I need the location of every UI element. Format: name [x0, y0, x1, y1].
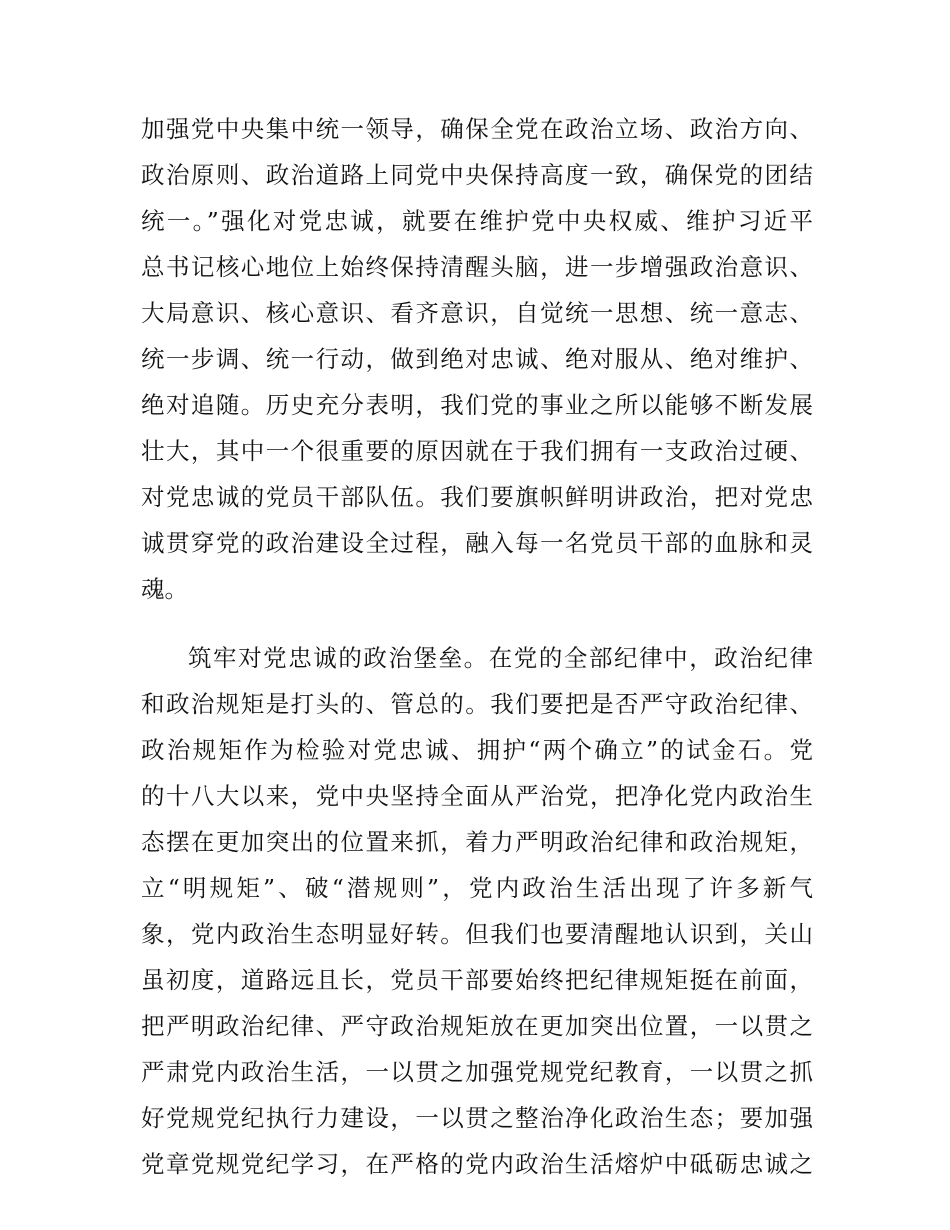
- text-line: 加强党中央集中统一领导，确保全党在政治立场、政治方向、: [141, 115, 813, 143]
- paragraph-2: [141, 635, 813, 1187]
- text-line: 统一。”强化对党忠诚，就要在维护党中央权威、维护习近平: [141, 207, 813, 235]
- text-line: 大局意识、核心意识、看齐意识，自觉统一思想、统一意志、: [141, 299, 813, 327]
- text-line: 诚贯穿党的政治建设全过程，融入每一名党员干部的血脉和灵: [141, 529, 813, 557]
- text-line: 对党忠诚的党员干部队伍。我们要旗帜鲜明讲政治，把对党忠: [141, 483, 813, 511]
- text-line: 总书记核心地位上始终保持清醒头脑，进一步增强政治意识、: [141, 253, 813, 281]
- text-line: 态摆在更加突出的位置来抓，着力严明政治纪律和政治规矩，: [141, 828, 813, 856]
- text-line: 政治原则、政治道路上同党中央保持高度一致，确保党的团结: [141, 161, 813, 189]
- document-body: [141, 106, 813, 1187]
- text-line: 立“明规矩”、破“潜规则”，党内政治生活出现了许多新气: [141, 874, 813, 902]
- text-line: 象，党内政治生态明显好转。但我们也要清醒地认识到，关山: [141, 920, 813, 948]
- text-line: 和政治规矩是打头的、管总的。我们要把是否严守政治纪律、: [141, 690, 813, 718]
- text-line: 政治规矩作为检验对党忠诚、拥护“两个确立”的试金石。党: [141, 736, 813, 764]
- text-line: 绝对追随。历史充分表明，我们党的事业之所以能够不断发展: [141, 391, 813, 419]
- text-line: 虽初度，道路远且长，党员干部要始终把纪律规矩挺在前面，: [141, 966, 813, 994]
- paragraph-1: [141, 106, 813, 612]
- paragraph-spacer: [141, 612, 813, 635]
- text-line: 筑牢对党忠诚的政治堡垒。在党的全部纪律中，政治纪律: [188, 644, 813, 672]
- text-line: 好党规党纪执行力建设，一以贯之整治净化政治生态；要加强: [141, 1104, 813, 1132]
- text-line: 魂。: [141, 575, 188, 603]
- text-line: 的十八大以来，党中央坚持全面从严治党，把净化党内政治生: [141, 782, 813, 810]
- text-line: 壮大，其中一个很重要的原因就在于我们拥有一支政治过硬、: [141, 437, 813, 465]
- text-line: 统一步调、统一行动，做到绝对忠诚、绝对服从、绝对维护、: [141, 345, 813, 373]
- text-line: 党章党规党纪学习，在严格的党内政治生活熔炉中砥砺忠诚之: [141, 1150, 813, 1178]
- text-line: 严肃党内政治生活，一以贯之加强党规党纪教育，一以贯之抓: [141, 1058, 813, 1086]
- text-line: 把严明政治纪律、严守政治规矩放在更加突出位置，一以贯之: [141, 1012, 813, 1040]
